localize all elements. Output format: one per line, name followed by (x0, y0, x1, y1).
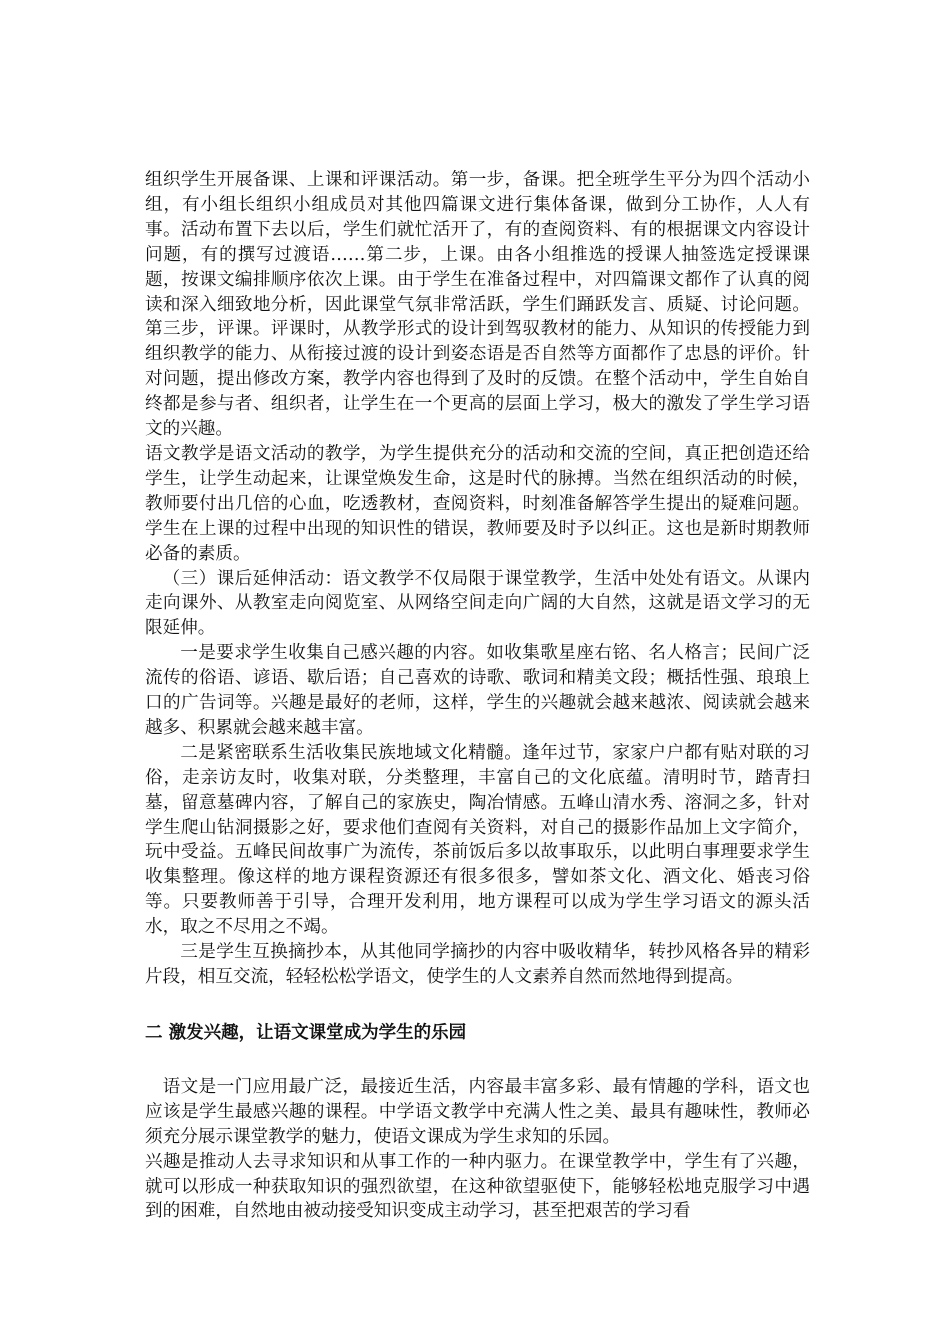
document-page (145, 168, 810, 1224)
paragraph-point-one: 一是要求学生收集自己感兴趣的内容。如收集歌星座右铭、名人格言；民间广泛流传的俗语、谚语、歇后语；自己喜欢的诗歌、歌词和精美文段；概括性强、琅琅上口的广告词等。兴趣是最好的老师，这样，学生的兴趣就会越来越浓、阅读就会越来越多、积累就会越来越丰富。 (145, 643, 810, 738)
paragraph-extension-activity: （三）课后延伸活动：语文教学不仅局限于课堂教学，生活中处处有语文。从课内走向课外、从教室走向阅览室、从网络空间走向广阔的大自然，这就是语文学习的无限延伸。 (145, 568, 810, 639)
spacer (145, 1045, 810, 1075)
paragraph-interest-drive: 兴趣是推动人去寻求知识和从事工作的一种内驱力。在课堂教学中，学生有了兴趣，就可以形成一种获取知识的强烈欲望，在这种欲望驱使下，能够轻松地克服学习中遇到的困难，自然地由被动接受知识变成主动学习，甚至把艰苦的学习看 (145, 1151, 810, 1222)
section-heading: 二 激发兴趣，让语文课堂成为学生的乐园 (145, 1022, 467, 1043)
paragraph-activity-steps: 组织学生开展备课、上课和评课活动。第一步，备课。把全班学生平分为四个活动小组，有小组长组织小组成员对其他四篇课文进行集体备课，做到分工协作，人人有事。活动布置下去以后，学生们就忙活开了，有的查阅资料、有的根据课文内容设计问题，有的撰写过渡语……第二步，上课。由各小组推选的授课人抽签选定授课课题，按课文编排顺序依次上课。由于学生在准备过程中，对四篇课文都作了认真的阅读和深入细致地分析，因此课堂气氛非常活跃，学生们踊跃发言、质疑、讨论问题。第三步，评课。评课时，从教学形式的设计到驾驭教材的能力、从知识的传授能力到组织教学的能力、从衔接过渡的设计到姿态语是否自然等方面都作了忠恳的评价。针对问题，提出修改方案，教学内容也得到了及时的反馈。在整个活动中，学生自始自终都是参与者、组织者，让学生在一个更高的层面上学习，极大的激发了学生学习语文的兴趣。 (145, 170, 810, 440)
spacer (145, 990, 810, 1021)
paragraph-chinese-subject: 语文是一门应用最广泛，最接近生活，内容最丰富多彩、最有情趣的学科，语文也应该是学生最感兴趣的课程。中学语文教学中充满人性之美、最具有趣味性，教师必须充分展示课堂教学的魅力，使语文课成为学生求知的乐园。 (145, 1076, 810, 1147)
paragraph-language-activity: 语文教学是语文活动的教学，为学生提供充分的活动和交流的空间，真正把创造还给学生，让学生动起来，让课堂焕发生命，这是时代的脉搏。当然在组织活动的时候，教师要付出几倍的心血，吃透教材，查阅资料，时刻准备解答学生提出的疑难问题。学生在上课的过程中出现的知识性的错误，教师要及时予以纠正。这也是新时期教师必备的素质。 (145, 443, 810, 564)
paragraph-point-three: 三是学生互换摘抄本，从其他同学摘抄的内容中吸收精华，转抄风格各异的精彩片段，相互交流，轻轻松松学语文，使学生的人文素养自然而然地得到提高。 (145, 942, 810, 987)
paragraph-point-two: 二是紧密联系生活收集民族地域文化精髓。逢年过节，家家户户都有贴对联的习俗，走亲访友时，收集对联，分类整理，丰富自己的文化底蕴。清明时节，踏青扫墓，留意墓碑内容，了解自己的家族史，陶冶情感。五峰山清水秀、溶洞之多，针对学生爬山钻洞摄影之好，要求他们查阅有关资料，对自己的摄影作品加上文字简介，玩中受益。五峰民间故事广为流传，茶前饭后多以故事取乐，以此明白事理要求学生收集整理。像这样的地方课程资源还有很多很多，譬如茶文化、酒文化、婚丧习俗等。只要教师善于引导，合理开发利用，地方课程可以成为学生学习语文的源头活水，取之不尽用之不竭。 (145, 742, 810, 938)
